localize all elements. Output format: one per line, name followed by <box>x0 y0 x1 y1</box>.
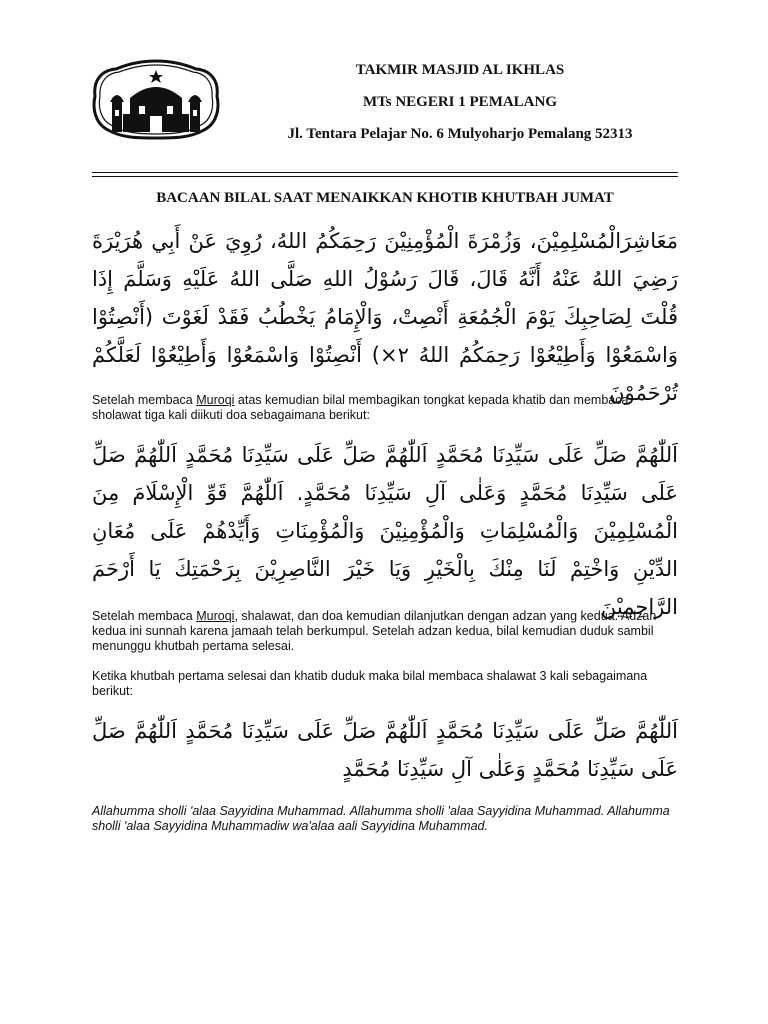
mosque-logo <box>92 58 220 140</box>
arabic-muroqi-text: مَعَاشِرَالْمُسْلِمِيْنَ، وَزُمْرَةَ الْمُؤْمِنِيْنَ رَحِمَكُمُ اللهُ، رُوِيَ عَنْ أَبِي هُرَيْرَةَ رَضِيَ اللهُ عَنْهُ أَنَّهُ قَالَ، قَالَ رَسُوْلُ اللهِ صَلَّى اللهُ عَلَيْهِ وَسَلَّمَ إِذَا قُلْتَ لِصَاحِبِكَ يَوْمَ الْجُمُعَةِ أَنْصِتْ، وَالْإِمَامُ يَخْطُبُ فَقَدْ لَغَوْتَ (أَنْصِتُوْا وَاسْمَعُوْا وَأَطِيْعُوْا رَحِمَكُمُ اللهُ ٢×) أَنْصِتُوْا وَاسْمَعُوْا وَأَطِيْعُوْا لَعَلَّكُمْ تُرْحَمُوْنَ <box>92 229 678 405</box>
organization-name: TAKMIR MASJID AL IKHLAS <box>355 62 565 78</box>
school-name: MTs NEGERI 1 PEMALANG <box>362 94 558 110</box>
arabic-sholawat: اَللّٰهُمَّ صَلِّ عَلَى سَيِّدِنَا مُحَمَّدٍ اَللّٰهُمَّ صَلِّ عَلَى سَيِّدِنَا مُحَمَّدٍ اَللّٰهُمَّ صَلِّ عَلَى سَيِّدِنَا مُحَمَّدٍ وَعَلٰى آلِ سَيِّدِنَا مُحَمَّدٍ <box>92 719 678 781</box>
letterhead <box>240 60 680 144</box>
transliteration: Allahumma sholli 'alaa Sayyidina Muhammad. Allahumma sholli 'alaa Sayyidina Muhammad. Allahumma sholli 'alaa Sayyidina Muhammadiw wa'alaa aali Sayyidina Muhammad. <box>92 804 670 833</box>
muroqi-term: Muroqi <box>196 393 235 407</box>
document-title: BACAAN BILAL SAAT MENAIKKAN KHOTIB KHUTBAH JUMAT <box>156 190 614 206</box>
para1-text-before: Setelah membaca <box>92 393 197 407</box>
header-divider-top <box>92 172 678 173</box>
para2-text-after: , shalawat, dan doa kemudian dilanjutkan dengan adzan yang kedua. Adzan kedua ini sunnah karena jamaah telah berkumpul. Setelah adzan kedua, bilal kemudian duduk sambil menunggu khutbah pertama selesai. <box>92 609 657 653</box>
instruction-paragraph-1 <box>92 393 678 423</box>
muroqi-term: Muroqi <box>196 609 235 623</box>
instruction-paragraph-2 <box>92 609 678 654</box>
address: Jl. Tentara Pelajar No. 6 Mulyoharjo Pemalang 52313 <box>287 126 633 142</box>
instruction-paragraph-3: Ketika khutbah pertama selesai dan khatib duduk maka bilal membaca shalawat 3 kali sebagaimana berikut: <box>92 669 648 698</box>
para1-text-after: atas kemudian bilal membagikan tongkat kepada khatib dan membaca sholawat tiga kali diikuti doa sebagaimana berikut: <box>92 393 629 422</box>
para2-text-before: Setelah membaca <box>92 609 197 623</box>
header-divider-bottom <box>92 176 678 177</box>
arabic-sholawat-doa: اَللّٰهُمَّ صَلِّ عَلَى سَيِّدِنَا مُحَمَّدٍ اَللّٰهُمَّ صَلِّ عَلَى سَيِّدِنَا مُحَمَّدٍ اَللّٰهُمَّ صَلِّ عَلَى سَيِّدِنَا مُحَمَّدٍ وَعَلٰى آلِ سَيِّدِنَا مُحَمَّدٍ. اَللّٰهُمَّ قَوِّ الْإِسْلَامَ مِنَ الْمُسْلِمِيْنَ وَالْمُسْلِمَاتِ وَالْمُؤْمِنِيْنَ وَالْمُؤْمِنَاتِ وَأَيِّدْهُمْ عَلَى مُعَانِ الدِّيْنِ وَاخْتِمْ لَنَا مِنْكَ بِالْخَيْرِ وَيَا خَيْرَ النَّاصِرِيْنَ بِرَحْمَتِكَ يَا أَرْحَمَ الرَّاحِمِيْنَ <box>92 443 678 619</box>
